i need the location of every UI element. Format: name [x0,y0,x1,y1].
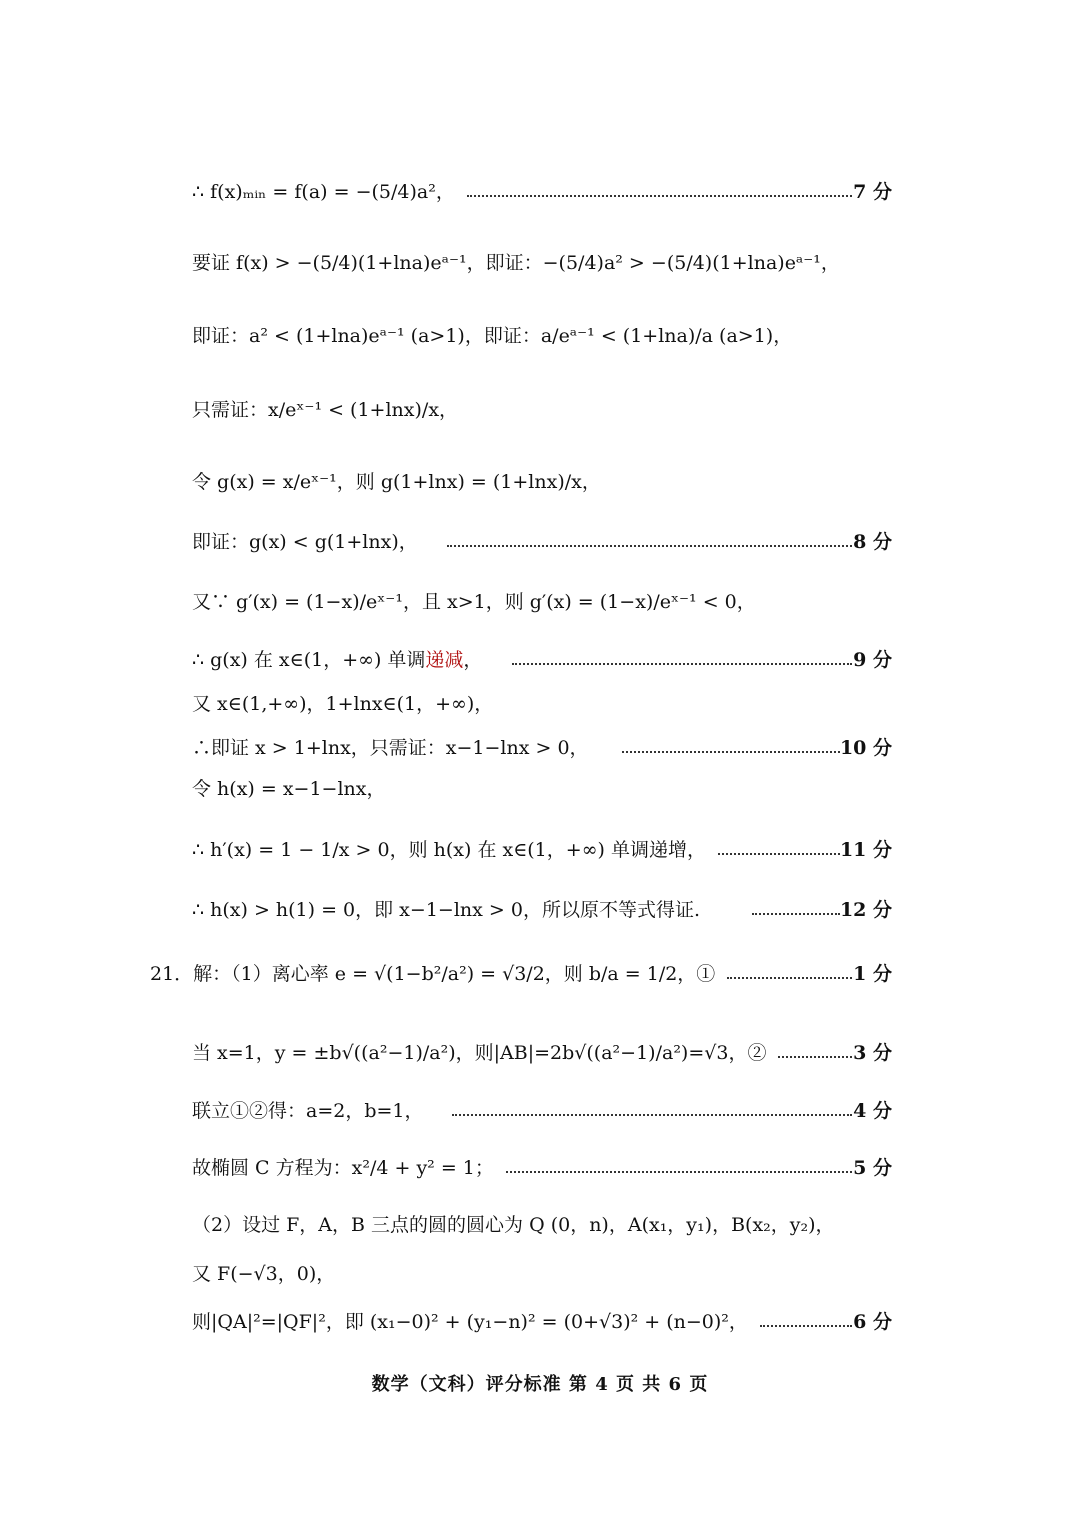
score-mark: 4 分 [853,1100,892,1122]
solution-text: ∴ f(x)ₘᵢₙ = f(a) = −(5/4)a²， [192,181,455,203]
score-mark: 5 分 [853,1157,892,1179]
solution-text-part: ， [463,649,483,671]
score-mark: 3 分 [853,1042,892,1064]
leader-dots [778,1038,852,1068]
solution-text-part: ∴ g(x) 在 x∈(1，+∞) 单调 [192,649,426,671]
solution-line [192,1038,892,1068]
leader-dots [727,959,852,989]
score-mark: 6 分 [853,1311,892,1333]
solution-text: 故椭圆 C 方程为：x²/4 + y² = 1； [192,1157,494,1179]
solution-line [192,395,892,425]
solution-text: （2）设过 F，A，B 三点的圆的圆心为 Q (0，n)，A(x₁，y₁)，B(x₂，y₂)， [192,1214,835,1236]
solution-line [192,177,892,207]
page-footer: 数学（文科）评分标准 第 4 页 共 6 页 [371,1374,709,1395]
solution-line [192,467,892,497]
solution-line [192,733,892,763]
solution-text: 令 g(x) = x/eˣ⁻¹，则 g(1+lnx) = (1+lnx)/x， [192,471,601,493]
score-mark: 1 分 [853,963,892,985]
leader-dots [452,1096,852,1126]
leader-dots [506,1153,852,1183]
solution-text: 令 h(x) = x−1−lnx， [192,778,386,800]
solution-text: 即证：g(x) < g(1+lnx)， [192,531,418,553]
solution-line [192,527,892,557]
solution-line [192,774,892,804]
solution-line [192,1259,892,1289]
solution-line [192,689,892,719]
solution-text: 又 F(−√3，0)， [192,1263,336,1285]
solution-line [192,321,892,351]
score-mark: 9 分 [853,649,892,671]
solution-text: 21．解：（1）离心率 e = √(1−b²/a²) = √3/2，则 b/a = 1/2，① [150,963,716,985]
solution-text: ∴ h(x) > h(1) = 0，即 x−1−lnx > 0，所以原不等式得证. [192,899,700,921]
leader-dots [760,1307,852,1337]
score-mark: 11 分 [839,839,892,861]
leader-dots [467,177,852,207]
solution-text: 只需证：x/eˣ⁻¹ < (1+lnx)/x， [192,399,459,421]
solution-line [192,835,892,865]
leader-dots [512,645,852,675]
corrected-text: 递减 [425,649,464,671]
solution-text: 要证 f(x) > −(5/4)(1+lna)eᵃ⁻¹，即证：−(5/4)a² > −(5/4)(1+lna)eᵃ⁻¹， [192,252,840,274]
solution-line [192,1096,892,1126]
question-21-line [150,959,892,989]
score-mark: 7 分 [853,181,892,203]
solution-text: 联立①②得：a=2，b=1， [192,1100,424,1122]
leader-dots [752,895,840,925]
solution-line [192,645,892,675]
solution-text: ∴即证 x > 1+lnx，只需证：x−1−lnx > 0， [192,737,589,759]
leader-dots [718,835,840,865]
solution-text: 又∵ g′(x) = (1−x)/eˣ⁻¹，且 x>1，则 g′(x) = (1−x)/eˣ⁻¹ < 0， [192,591,756,613]
solution-line [192,895,892,925]
solution-line [192,248,892,278]
solution-text: ∴ h′(x) = 1 − 1/x > 0，则 h(x) 在 x∈(1，+∞) 单调递增， [192,839,706,861]
solution-text: 当 x=1，y = ±b√((a²−1)/a²)，则|AB|=2b√((a²−1)/a²)=√3，② [192,1042,767,1064]
score-mark: 10 分 [839,737,892,759]
score-mark: 12 分 [839,899,892,921]
leader-dots [447,527,852,557]
solution-line [192,1153,892,1183]
leader-dots [622,733,840,763]
solution-text [192,645,482,675]
solution-line [192,1210,892,1240]
solution-text: 则|QA|²=|QF|²，即 (x₁−0)² + (y₁−n)² = (0+√3)² + (n−0)²， [192,1311,748,1333]
solution-line [192,587,892,617]
solution-text: 即证：a² < (1+lna)eᵃ⁻¹ (a>1)，即证：a/eᵃ⁻¹ < (1+lna)/a (a>1)， [192,325,793,347]
solution-text: 又 x∈(1,+∞)，1+lnx∈(1，+∞)， [192,693,494,715]
score-mark: 8 分 [853,531,892,553]
solution-line [192,1307,892,1337]
